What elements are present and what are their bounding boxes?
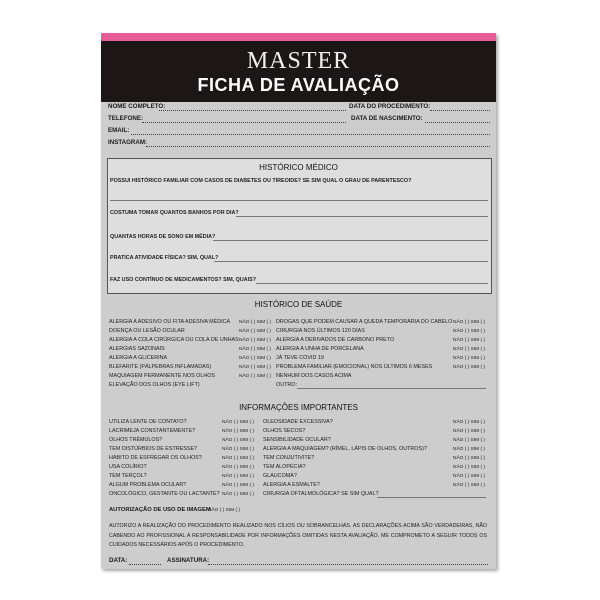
info-item-right: TEM CONJUTIVITE? bbox=[263, 455, 315, 461]
yes-no-checkbox[interactable]: NÃO ( ) SIM ( ) bbox=[222, 456, 254, 461]
info-item-left: UTILIZA LENTE DE CONTATO? bbox=[109, 419, 187, 425]
health-item-left: ALERGIA A ADESIVO OU FITA ADESIVA MÉDICA bbox=[109, 319, 231, 325]
yes-no-checkbox[interactable]: NÃO ( ) SIM ( ) bbox=[222, 474, 254, 479]
signature-line[interactable] bbox=[208, 564, 488, 565]
health-history-title: HISTÓRICO DE SAÚDE bbox=[254, 300, 343, 309]
health-item-right: ALERGIA A UNHA DE PORCELANA bbox=[276, 346, 364, 352]
info-item-left: TEM DISTÚRBIOS DE ESTRESSE? bbox=[109, 446, 198, 452]
health-item-right: ALERGIA A DERIVADOS DE CARBONO PRETO bbox=[276, 337, 395, 343]
field-line-data-nascimento[interactable] bbox=[425, 122, 490, 123]
info-item-left: USA COLÍRIO? bbox=[109, 464, 147, 470]
signature-label: ASSINATURA: bbox=[167, 557, 210, 564]
yes-no-checkbox[interactable]: NÃO ( ) SIM ( ) bbox=[453, 465, 485, 470]
yes-no-checkbox[interactable]: NÃO ( ) SIM ( ) bbox=[453, 365, 485, 370]
evaluation-form-sheet bbox=[101, 33, 496, 569]
health-item-right: CIRURGIA NOS ÚLTIMOS 120 DIAS bbox=[276, 328, 365, 334]
health-item-left: DOENÇA OU LESÃO OCULAR bbox=[109, 328, 185, 334]
field-label-data-procedimento: DATA DO PROCEDIMENTO: bbox=[349, 103, 431, 110]
yes-no-checkbox[interactable]: NÃO ( ) SIM ( ) bbox=[222, 429, 254, 434]
info-item-right: CIRURGIA OFTALMOLÓGICA? SE SIM QUAL? bbox=[263, 491, 379, 497]
yes-no-checkbox[interactable]: NÃO ( ) SIM ( ) bbox=[222, 447, 254, 452]
yes-no-checkbox[interactable]: NÃO ( ) SIM ( ) bbox=[453, 338, 485, 343]
health-item-right: NENHUM DOS CASOS ACIMA bbox=[276, 373, 352, 379]
other-answer-line[interactable] bbox=[297, 388, 486, 389]
health-item-left: ELEVAÇÃO DOS OLHOS (EYE LIFT) bbox=[109, 382, 200, 388]
pink-top-band bbox=[101, 33, 496, 41]
health-item-left: BLEFARITE (PÁLPEBRAS INFLAMADAS) bbox=[109, 364, 212, 370]
yes-no-checkbox[interactable]: NÃO ( ) SIM ( ) bbox=[239, 338, 271, 343]
field-line-data-procedimento[interactable] bbox=[430, 110, 490, 111]
yes-no-checkbox[interactable]: NÃO ( ) SIM ( ) bbox=[222, 483, 254, 488]
info-item-right: ALERGIA A ESMALTE? bbox=[263, 482, 320, 488]
field-line-email[interactable] bbox=[131, 134, 490, 135]
yes-no-checkbox[interactable]: NÃO ( ) SIM ( ) bbox=[453, 474, 485, 479]
important-info-title: INFORMAÇÕES IMPORTANTES bbox=[239, 403, 358, 412]
health-item-left: MAQUIAGEM PERMANENTE NOS OLHOS bbox=[109, 373, 216, 379]
info-item-left: OLHOS TRÊMULOS? bbox=[109, 437, 163, 443]
info-item-left: TEM TERÇOL? bbox=[109, 473, 147, 479]
info-item-left: HÁBITO DE ESFREGAR OS OLHOS? bbox=[109, 455, 202, 461]
health-item-right: PROBLEMA FAMILIAR (EMOCIONAL) NOS ÚLTIMOS 6 MESES bbox=[276, 364, 433, 370]
field-line-instagram[interactable] bbox=[146, 146, 490, 147]
info-item-left: ONCOLÓGICO, GESTANTE OU LACTANTE? bbox=[109, 491, 220, 497]
field-label-nome: NOME COMPLETO: bbox=[108, 103, 166, 110]
yes-no-checkbox[interactable]: NÃO ( ) SIM ( ) bbox=[453, 456, 485, 461]
yes-no-checkbox[interactable]: NÃO ( ) SIM ( ) bbox=[453, 320, 485, 325]
yes-no-checkbox[interactable]: NÃO ( ) SIM ( ) bbox=[453, 447, 485, 452]
yes-no-checkbox[interactable]: NÃO ( ) SIM ( ) bbox=[239, 347, 271, 352]
answer-line[interactable] bbox=[236, 216, 488, 217]
info-item-right: TEM ALOPÉCIA? bbox=[263, 464, 306, 470]
yes-no-checkbox[interactable]: NÃO ( ) SIM ( ) bbox=[453, 347, 485, 352]
answer-line[interactable] bbox=[110, 200, 488, 201]
health-item-right: OUTRO: bbox=[276, 382, 297, 388]
medical-question: POSSUI HISTÓRICO FAMILIAR COM CASOS DE DIABETES OU TIREOIDE? SE SIM QUAL O GRAU DE PARENTESCO? bbox=[110, 178, 412, 184]
medical-history-title: HISTÓRICO MÉDICO bbox=[259, 163, 338, 172]
info-item-right: ALERGIA A MAQUIAGEM? (RÍMEL, LÁPIS DE OLHOS, OUTROS)? bbox=[263, 446, 427, 452]
answer-line[interactable] bbox=[214, 261, 488, 262]
consent-text: AUTORIZO A REALIZAÇÃO DO PROCEDIMENTO REALIZADO NOS CÍLIOS OU SOBRANCELHAS. AS DECLARAÇÕES ACIMA SÃO VERDADEIRAS, NÃO CABENDO AO PROFISSIONAL A RESPONSABILIDADE POR INFORMAÇÕES OMITIDAS NESTA AVALIAÇÃO. ME COMPROMETO A SEGUIR TODOS OS CUIDADOS NECESSÁRIOS APÓS O PROCEDIMENTO. bbox=[109, 523, 487, 548]
health-item-left: ALERGIA A COLA CIRÚRGICA OU COLA DE UNHAS bbox=[109, 337, 239, 343]
info-item-left: ALGUM PROBLEMA OCULAR? bbox=[109, 482, 187, 488]
field-line-telefone[interactable] bbox=[142, 122, 346, 123]
field-label-data-nascimento: DATA DE NASCIMENTO: bbox=[351, 115, 423, 122]
surgery-answer-line[interactable] bbox=[377, 497, 486, 498]
yes-no-checkbox[interactable]: NÃO ( ) SIM ( ) bbox=[453, 429, 485, 434]
image-authorization-label: AUTORIZAÇÃO DE USO DE IMAGEM bbox=[109, 507, 211, 513]
answer-line[interactable] bbox=[213, 240, 488, 241]
info-item-left: LACRIMEJA CONSTANTEMENTE? bbox=[109, 428, 196, 434]
brand-logo: MASTER bbox=[246, 48, 351, 74]
yes-no-checkbox[interactable]: NÃO ( ) SIM ( ) bbox=[222, 420, 254, 425]
form-header bbox=[101, 41, 496, 102]
medical-question: FAZ USO CONTÍNUO DE MEDICAMENTOS? SIM, QUAIS? bbox=[110, 277, 257, 283]
yes-no-checkbox[interactable]: NÃO ( ) SIM ( ) bbox=[222, 438, 254, 443]
info-item-right: GLAUCOMA? bbox=[263, 473, 297, 479]
form-title: FICHA DE AVALIAÇÃO bbox=[197, 75, 400, 95]
health-item-right: DROGAS QUE PODEM CAUSAR A QUEDA TEMPORÁRIA DO CABELO bbox=[276, 319, 453, 325]
date-label: DATA: bbox=[109, 557, 128, 564]
health-item-left: ALERGIA A GLICERINA bbox=[109, 355, 168, 361]
yes-no-checkbox[interactable]: NÃO ( ) SIM ( ) bbox=[239, 365, 271, 370]
yes-no-checkbox[interactable]: NÃO ( ) SIM ( ) bbox=[453, 438, 485, 443]
answer-line[interactable] bbox=[256, 283, 488, 284]
yes-no-checkbox[interactable]: NÃO ( ) SIM ( ) bbox=[239, 374, 271, 379]
field-line-nome[interactable] bbox=[159, 110, 346, 111]
field-label-email: EMAIL: bbox=[108, 127, 130, 134]
info-item-right: OLEOSIDADE EXCESSIVA? bbox=[263, 419, 333, 425]
info-item-right: SENSIBILIDADE OCULAR? bbox=[263, 437, 331, 443]
medical-question: QUANTAS HORAS DE SONO EM MÉDIA? bbox=[110, 234, 216, 240]
info-item-right: OLHOS SECOS? bbox=[263, 428, 306, 434]
yes-no-checkbox[interactable]: NÃO ( ) SIM ( ) bbox=[453, 420, 485, 425]
field-label-instagram: INSTAGRAM: bbox=[108, 139, 148, 146]
image-authorization-checkbox[interactable]: NÃO ( ) SIM ( ) bbox=[208, 508, 240, 513]
medical-question: COSTUMA TOMAR QUANTOS BANHOS POR DIA? bbox=[110, 210, 239, 216]
yes-no-checkbox[interactable]: NÃO ( ) SIM ( ) bbox=[222, 465, 254, 470]
yes-no-checkbox[interactable]: NÃO ( ) SIM ( ) bbox=[453, 356, 485, 361]
yes-no-checkbox[interactable]: NÃO ( ) SIM ( ) bbox=[239, 356, 271, 361]
yes-no-checkbox[interactable]: NÃO ( ) SIM ( ) bbox=[239, 329, 271, 334]
yes-no-checkbox[interactable]: NÃO ( ) SIM ( ) bbox=[453, 483, 485, 488]
date-line[interactable] bbox=[129, 564, 161, 565]
health-item-right: JÁ TEVE COVID 19 bbox=[276, 355, 324, 361]
yes-no-checkbox[interactable]: NÃO ( ) SIM ( ) bbox=[239, 320, 271, 325]
health-item-left: ALERGIAS SAZONAIS bbox=[109, 346, 165, 352]
yes-no-checkbox[interactable]: NÃO ( ) SIM ( ) bbox=[453, 329, 485, 334]
field-label-telefone: TELEFONE: bbox=[108, 115, 144, 122]
medical-question: PRATICA ATIVIDADE FÍSICA? SIM, QUAL? bbox=[110, 255, 219, 261]
yes-no-checkbox[interactable]: NÃO ( ) SIM ( ) bbox=[222, 492, 254, 497]
